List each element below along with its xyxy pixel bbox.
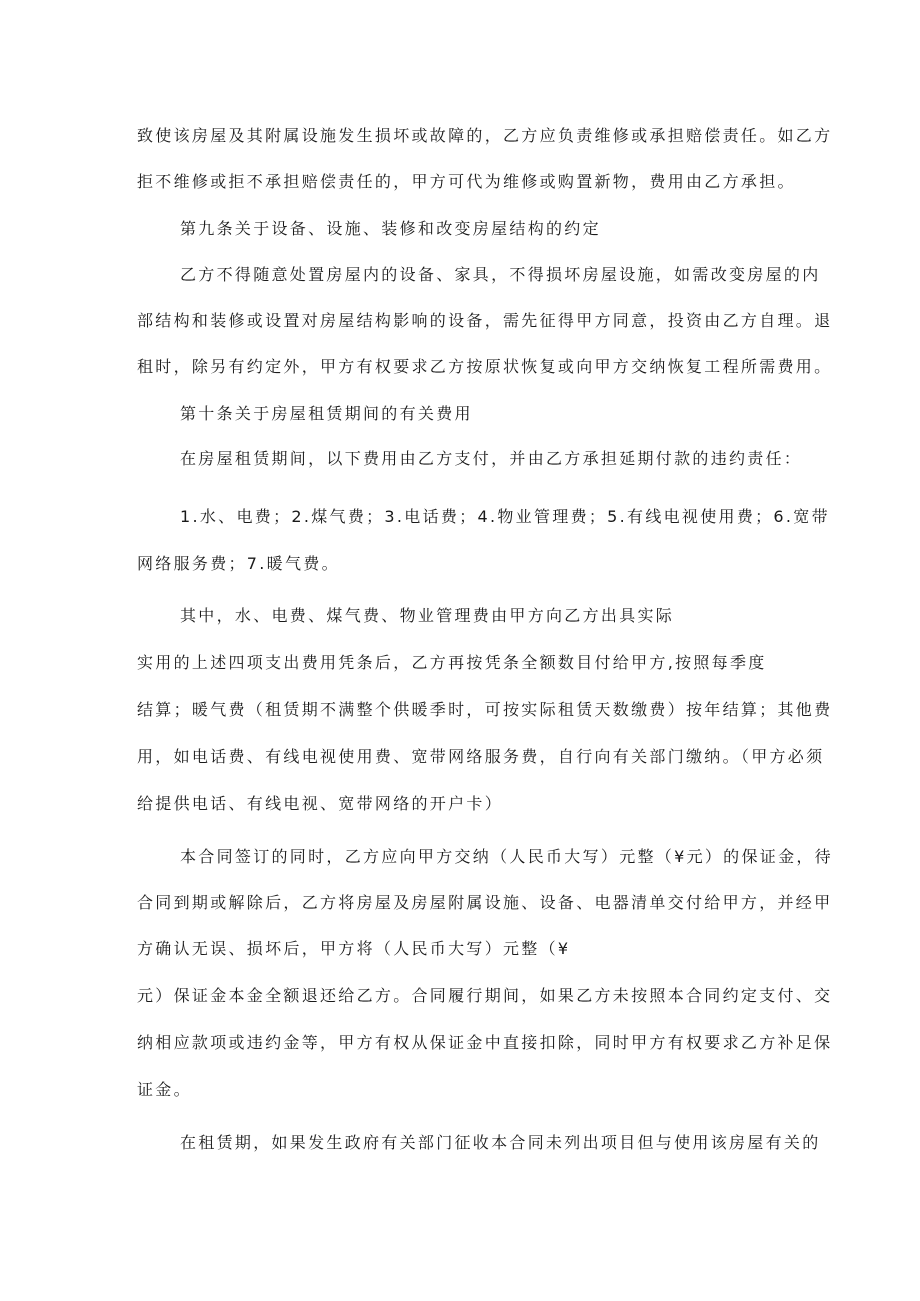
text-line: 拒不维修或拒不承担赔偿责任的，甲方可代为维修或购置新物，费用由乙方承担。	[137, 172, 796, 191]
text-line: 结算；暖气费（租赁期不满整个供暖季时，可按实际租赁天数缴费）按年结算；其他费	[137, 700, 833, 719]
section-heading: 第九条关于设备、设施、装修和改变房屋结构的约定	[180, 219, 601, 238]
text-line: 在租赁期，如果发生政府有关部门征收本合同未列出项目但与使用该房屋有关的	[180, 1133, 821, 1152]
text-line: 租时，除另有约定外，甲方有权要求乙方按原状恢复或向甲方交纳恢复工程所需费用。	[137, 357, 833, 376]
text-line: 纳相应款项或违约金等，甲方有权从保证金中直接扣除，同时甲方有权要求乙方补足保	[137, 1033, 833, 1052]
text-line: 部结构和装修或设置对房屋结构影响的设备，需先征得甲方同意，投资由乙方自理。退	[137, 311, 833, 330]
text-line: 1.水、电费；2.煤气费；3.电话费；4.物业管理费；5.有线电视使用费；6.宽带	[180, 507, 830, 526]
text-line: 实用的上述四项支出费用凭条后，乙方再按凭条全额数目付给甲方,按照每季度	[137, 653, 767, 672]
text-line: 致使该房屋及其附属设施发生损坏或故障的，乙方应负责维修或承担赔偿责任。如乙方	[137, 126, 833, 145]
section-heading: 第十条关于房屋租赁期间的有关费用	[180, 404, 473, 423]
text-line: 给提供电话、有线电视、宽带网络的开户卡）	[137, 794, 504, 813]
text-line: 在房屋租赁期间，以下费用由乙方支付，并由乙方承担延期付款的违约责任：	[180, 449, 803, 468]
text-line: 网络服务费；7.暖气费。	[137, 554, 340, 573]
text-line: 方确认无误、损坏后，甲方将（人民币大写）元整（¥	[137, 939, 571, 958]
text-line: 本合同签订的同时，乙方应向甲方交纳（人民币大写）元整（¥元）的保证金，待	[180, 847, 833, 866]
text-line: 其中，水、电费、煤气费、物业管理费由甲方向乙方出具实际	[180, 606, 675, 625]
text-line: 乙方不得随意处置房屋内的设备、家具，不得损坏房屋设施，如需改变房屋的内	[180, 265, 821, 284]
text-line: 合同到期或解除后，乙方将房屋及房屋附属设施、设备、电器清单交付给甲方，并经甲	[137, 893, 833, 912]
text-line: 元）保证金本金全额退还给乙方。合同履行期间，如果乙方未按照本合同约定支付、交	[137, 986, 833, 1005]
text-line: 证金。	[137, 1080, 192, 1099]
text-line: 用，如电话费、有线电视使用费、宽带网络服务费，自行向有关部门缴纳。（甲方必须	[137, 747, 825, 766]
